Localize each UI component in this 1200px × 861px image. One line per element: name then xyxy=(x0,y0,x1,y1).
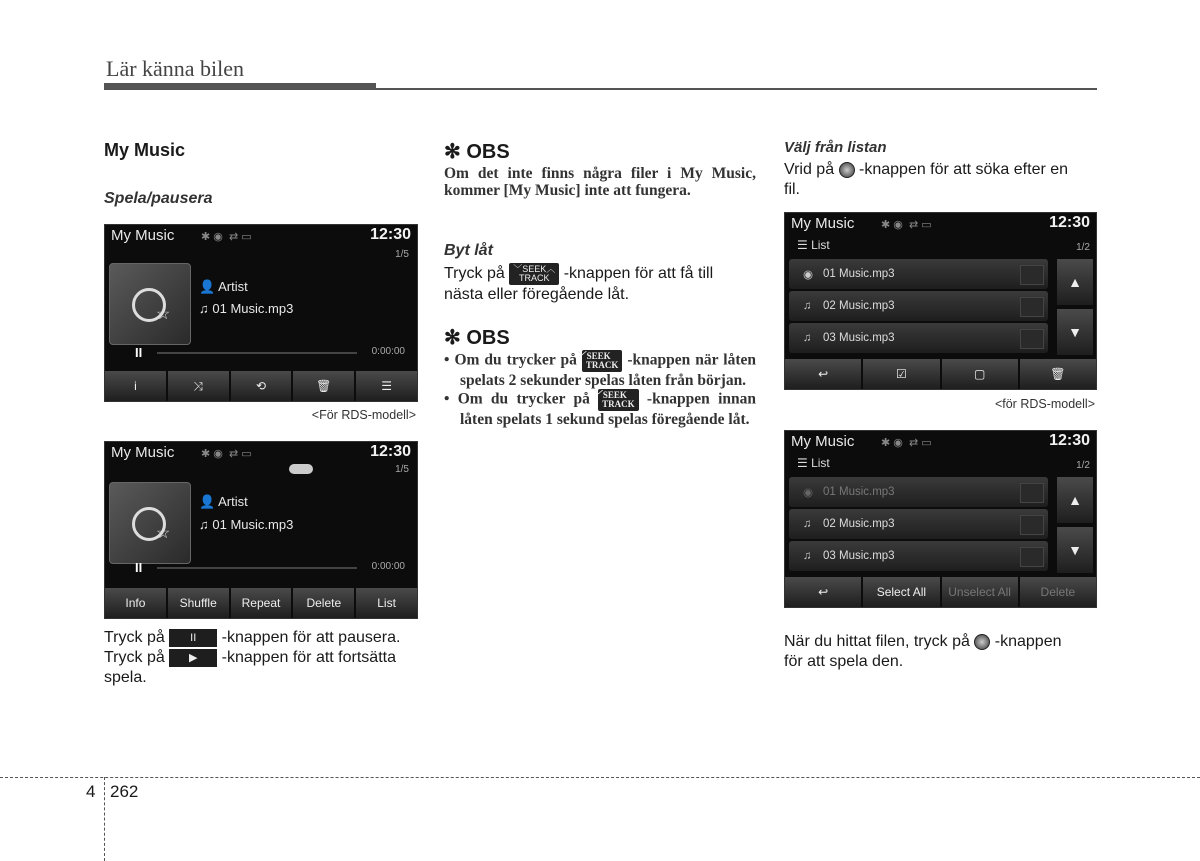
music-screen-rds xyxy=(104,224,418,402)
obs-bullet-list xyxy=(444,350,756,428)
list-icon: ☰ xyxy=(797,456,812,470)
screen-toolbar xyxy=(785,577,1096,607)
text: Tryck på xyxy=(104,629,165,646)
text: -knappen xyxy=(627,351,691,369)
music-note-icon: ♫ xyxy=(803,518,812,530)
obs-note: Om det inte finns några filer i My Music, kommer [My Music] inte att fungera. xyxy=(444,165,756,199)
page-header-title: Lär känna bilen xyxy=(106,56,245,81)
screen-title: My Music xyxy=(111,227,175,244)
tune-knob-icon xyxy=(839,162,855,178)
text: Vrid på xyxy=(784,161,835,178)
select-all-button[interactable]: ☑ xyxy=(863,359,939,389)
file-row xyxy=(199,301,293,316)
figure-caption: <för RDS-modell> xyxy=(994,397,1095,411)
track-count: 1/5 xyxy=(395,249,409,260)
scroll-down-button[interactable]: ▼ xyxy=(1057,527,1093,573)
subsection-heading: Välj från listan xyxy=(784,139,887,156)
file-name: 01 Music.mp3 xyxy=(823,486,895,498)
music-note-icon: ♫ xyxy=(803,300,812,312)
pause-icon[interactable]: II xyxy=(135,345,143,360)
album-art xyxy=(109,263,191,345)
screen-toolbar xyxy=(105,588,417,618)
person-icon: 👤 xyxy=(199,279,219,294)
seek-track-button-icon: ﹀SEEK TRACK xyxy=(598,389,639,411)
shuffle-button[interactable]: ⤨ xyxy=(168,371,229,401)
subsection-heading: Byt låt xyxy=(444,242,493,259)
person-icon: 👤 xyxy=(199,494,219,509)
screen-title: My Music xyxy=(791,215,855,232)
list-item[interactable] xyxy=(789,541,1048,571)
byt-instructions xyxy=(444,263,764,305)
star-icon: ☆ xyxy=(156,306,171,323)
text: innan låten spelats 1 sekund spelas föregående låt. xyxy=(460,390,756,428)
list-header xyxy=(797,456,830,470)
text: -knappen för att pausera. xyxy=(221,629,401,646)
page-indicator: 1/2 xyxy=(1076,460,1090,471)
page-indicator: 1/2 xyxy=(1076,242,1090,253)
screen-clock: 12:30 xyxy=(370,443,411,460)
list-item[interactable] xyxy=(789,291,1048,321)
artist-name: Artist xyxy=(218,494,248,509)
list-item[interactable] xyxy=(789,259,1048,289)
repeat-button[interactable]: ⟲ xyxy=(231,371,292,401)
repeat-indicator-icon xyxy=(289,464,313,474)
play-button-icon: ▶ xyxy=(169,649,217,667)
album-art xyxy=(109,482,191,564)
header-rule-accent xyxy=(104,83,376,90)
list-item: • Om du trycker på ﹀SEEK TRACK -knappen innan låten spelats 1 sekund spelas föregående låt. xyxy=(444,390,756,428)
back-button[interactable]: ↩ xyxy=(785,359,861,389)
delete-button[interactable]: 🗑 xyxy=(1020,359,1096,389)
elapsed-time: 0:00:00 xyxy=(371,561,405,572)
file-name: 01 Music.mp3 xyxy=(212,301,294,316)
status-icons: ✱ ◉ ⇄ ▭ xyxy=(881,219,932,231)
artist-name: Artist xyxy=(218,279,248,294)
figure-caption: <För RDS-modell> xyxy=(311,408,416,422)
obs-heading: ✻ OBS xyxy=(444,141,510,163)
track-count: 1/5 xyxy=(395,464,409,475)
music-note-icon: ♫ xyxy=(199,517,213,532)
text: -knappen för att få till xyxy=(563,265,714,283)
screen-clock: 12:30 xyxy=(1049,432,1090,449)
text: -knappen för att söka efter en xyxy=(859,161,1069,178)
checkbox[interactable] xyxy=(1020,483,1044,503)
list-button[interactable]: List xyxy=(356,588,417,618)
checkbox[interactable] xyxy=(1020,297,1044,317)
screen-clock: 12:30 xyxy=(370,226,411,243)
obs-heading: ✻ OBS xyxy=(444,327,510,349)
text: -knappen xyxy=(646,390,710,408)
text: När du hittat filen, tryck på xyxy=(784,633,970,650)
scroll-down-button[interactable]: ▼ xyxy=(1057,309,1093,355)
play-circle-icon: ◉ xyxy=(803,269,814,281)
scroll-up-button[interactable]: ▲ xyxy=(1057,259,1093,305)
page-number: 262 xyxy=(110,782,139,801)
list-item: • Om du trycker på ﹀SEEK TRACK -knappen när låten spelats 2 sekunder spelas låten från början. xyxy=(444,351,756,389)
delete-button[interactable]: Delete xyxy=(293,588,354,618)
list-header xyxy=(797,238,830,252)
list-label: List xyxy=(811,238,830,252)
delete-button[interactable]: Delete xyxy=(1020,577,1096,607)
text: nästa eller föregående låt. xyxy=(444,286,630,303)
play-circle-icon: ◉ xyxy=(803,487,814,499)
list-icon: ☰ xyxy=(797,238,812,252)
status-icons: ✱ ◉ ⇄ ▭ xyxy=(201,448,252,460)
section-heading: My Music xyxy=(104,140,186,160)
artist-row xyxy=(199,494,248,510)
status-icons: ✱ ◉ ⇄ ▭ xyxy=(201,231,252,243)
enter-knob-icon xyxy=(974,634,990,650)
text: Tryck på xyxy=(444,265,505,283)
seek-label: SEEK xyxy=(522,264,547,274)
checkbox[interactable] xyxy=(1020,547,1044,567)
text: fil. xyxy=(784,181,800,198)
music-note-icon: ♫ xyxy=(199,301,213,316)
text: Tryck på xyxy=(104,649,165,666)
file-name: 03 Music.mp3 xyxy=(823,332,895,344)
music-note-icon: ♫ xyxy=(803,332,812,344)
scroll-up-button[interactable]: ▲ xyxy=(1057,477,1093,523)
text: Om du trycker på xyxy=(457,390,590,408)
text: när låten spelats 2 sekunder spelas låten från början. xyxy=(460,351,756,389)
list-item[interactable] xyxy=(789,509,1048,539)
pause-icon[interactable]: II xyxy=(135,560,143,575)
list-label: List xyxy=(811,456,830,470)
shuffle-button[interactable]: Shuffle xyxy=(168,588,229,618)
star-icon: ☆ xyxy=(156,525,171,542)
status-icons: ✱ ◉ ⇄ ▭ xyxy=(881,437,932,449)
pause-play-instructions xyxy=(104,628,424,688)
play-instructions xyxy=(784,632,1100,672)
track-label: TRACK xyxy=(518,273,550,283)
info-button[interactable]: i xyxy=(105,371,166,401)
pause-button-icon: II xyxy=(169,629,217,647)
list-instructions xyxy=(784,160,1098,200)
screen-title: My Music xyxy=(111,444,175,461)
info-button[interactable]: Info xyxy=(105,588,166,618)
chapter-number: 4 xyxy=(86,782,96,801)
checkbox[interactable] xyxy=(1020,265,1044,285)
list-item[interactable] xyxy=(789,477,1048,507)
file-name: 02 Music.mp3 xyxy=(823,300,895,312)
footer-rule xyxy=(0,777,1200,778)
checkbox[interactable] xyxy=(1020,329,1044,349)
repeat-button[interactable]: Repeat xyxy=(231,588,292,618)
select-all-button[interactable]: Select All xyxy=(863,577,939,607)
artist-row xyxy=(199,279,248,295)
progress-bar[interactable] xyxy=(157,567,357,569)
screen-toolbar xyxy=(105,371,417,401)
unselect-all-button[interactable]: Unselect All xyxy=(942,577,1018,607)
back-button[interactable]: ↩ xyxy=(785,577,861,607)
text: -knappen xyxy=(994,633,1062,650)
subsection-heading: Spela/pausera xyxy=(104,190,213,207)
unselect-all-button[interactable]: ▢ xyxy=(942,359,1018,389)
screen-clock: 12:30 xyxy=(1049,214,1090,231)
file-name: 01 Music.mp3 xyxy=(212,517,294,532)
file-name: 01 Music.mp3 xyxy=(823,268,895,280)
screen-title: My Music xyxy=(791,433,855,450)
file-row xyxy=(199,517,293,532)
progress-bar[interactable] xyxy=(157,352,357,354)
text: -knappen för att fortsätta xyxy=(221,649,396,666)
text: Om du trycker på xyxy=(454,351,577,369)
music-list-screen-standard xyxy=(784,430,1097,608)
seek-track-button-icon: ﹀SEEK︿ TRACK xyxy=(509,263,559,285)
music-screen-standard xyxy=(104,441,418,619)
music-note-icon: ♫ xyxy=(803,550,812,562)
seek-track-button-icon: ﹀SEEK TRACK xyxy=(582,350,623,372)
elapsed-time: 0:00:00 xyxy=(371,346,405,357)
text: spela. xyxy=(104,669,147,686)
file-name: 03 Music.mp3 xyxy=(823,550,895,562)
music-list-screen-rds xyxy=(784,212,1097,390)
screen-toolbar xyxy=(785,359,1096,389)
file-name: 02 Music.mp3 xyxy=(823,518,895,530)
delete-button[interactable]: 🗑 xyxy=(293,371,354,401)
text: för att spela den. xyxy=(784,653,904,670)
list-item[interactable] xyxy=(789,323,1048,353)
list-button[interactable]: ☰ xyxy=(356,371,417,401)
footer-divider xyxy=(104,777,105,861)
checkbox[interactable] xyxy=(1020,515,1044,535)
